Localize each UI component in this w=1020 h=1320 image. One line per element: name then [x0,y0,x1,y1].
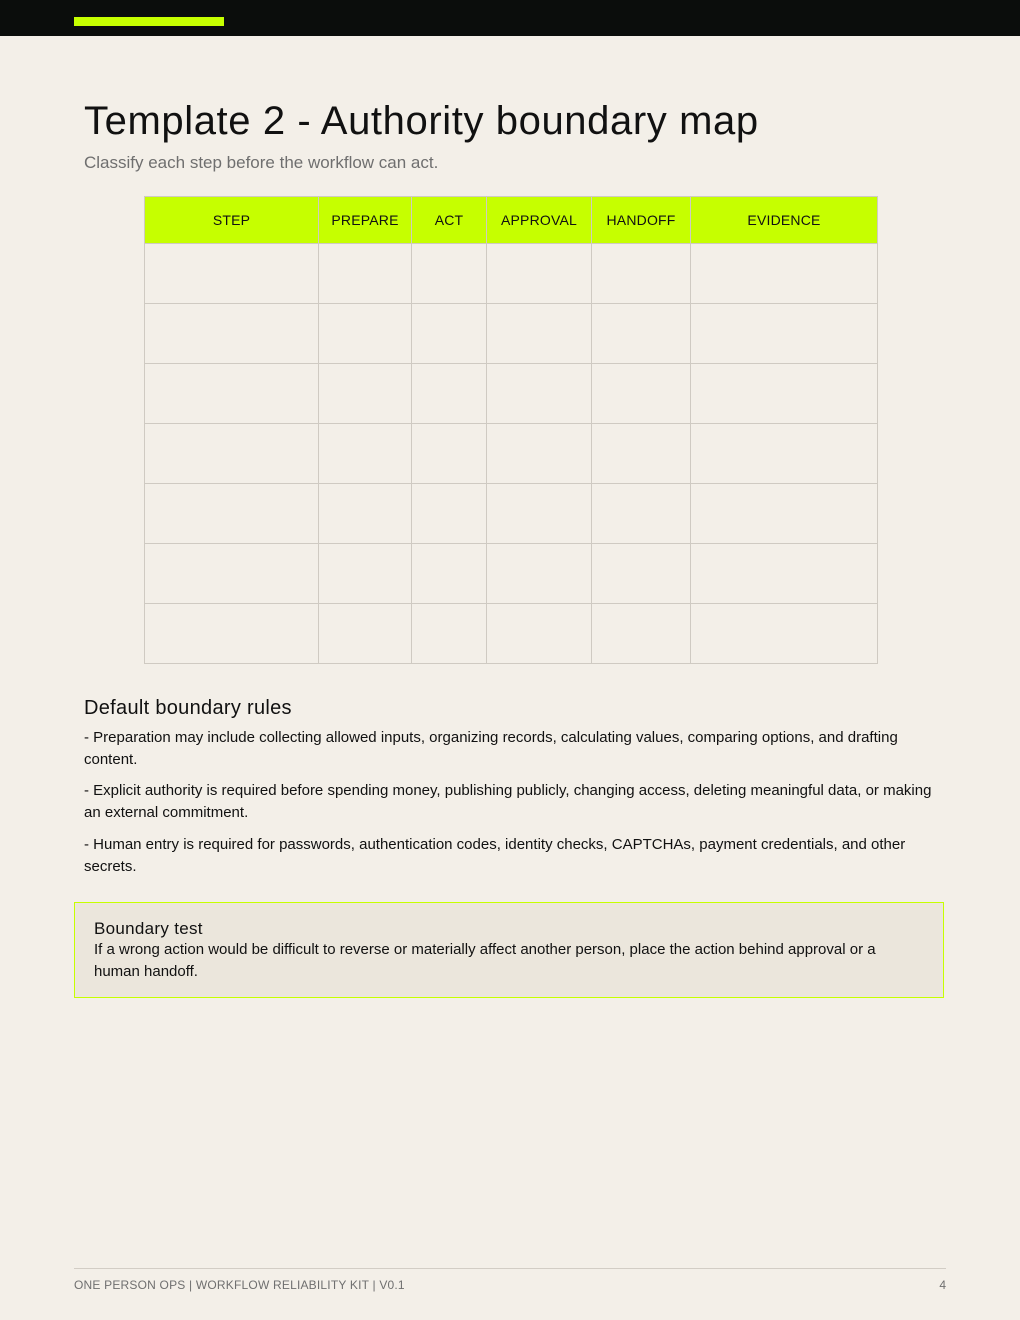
table-cell-handoff[interactable] [592,244,691,304]
table-cell-approval[interactable] [487,244,592,304]
table-cell-act[interactable] [412,484,487,544]
table-row [145,364,878,424]
table-cell-prepare[interactable] [319,604,412,664]
table-cell-step[interactable] [145,304,319,364]
column-header-prepare: PREPARE [319,197,412,244]
page-subtitle: Classify each step before the workflow can act. [84,153,439,172]
boundary-test-callout [74,902,944,998]
table-cell-evidence[interactable] [691,604,878,664]
table-cell-evidence[interactable] [691,424,878,484]
table-cell-approval[interactable] [487,304,592,364]
table-cell-prepare[interactable] [319,364,412,424]
table-cell-evidence[interactable] [691,304,878,364]
table-cell-step[interactable] [145,604,319,664]
table-body [145,244,878,664]
table-row [145,304,878,364]
table-cell-prepare[interactable] [319,424,412,484]
callout-title: Boundary test [94,919,203,938]
rules-heading: Default boundary rules [84,697,292,719]
table-cell-act[interactable] [412,244,487,304]
rule-explicit-authority: - Explicit authority is required before spending money, publishing publicly, changing access, deleting meaningful data, or making an external commitment. [84,782,932,821]
table-cell-step[interactable] [145,244,319,304]
column-header-approval: APPROVAL [487,197,592,244]
table-row [145,484,878,544]
table-row [145,244,878,304]
table-cell-act[interactable] [412,544,487,604]
column-header-handoff: HANDOFF [592,197,691,244]
table-cell-evidence[interactable] [691,244,878,304]
table-cell-handoff[interactable] [592,364,691,424]
footer-page-number: 4 [939,1278,946,1292]
table-cell-handoff[interactable] [592,484,691,544]
table-header-row [145,197,878,244]
rule-preparation: - Preparation may include collecting allowed inputs, organizing records, calculating values, comparing options, and drafting content. [84,729,898,768]
table-cell-step[interactable] [145,484,319,544]
table-cell-act[interactable] [412,364,487,424]
table-cell-handoff[interactable] [592,604,691,664]
page-title: Template 2 - Authority boundary map [84,99,759,143]
table-cell-act[interactable] [412,304,487,364]
accent-stripe [74,17,224,26]
table-cell-prepare[interactable] [319,484,412,544]
table-cell-step[interactable] [145,424,319,484]
authority-boundary-table [144,196,878,664]
table-cell-approval[interactable] [487,424,592,484]
table-cell-evidence[interactable] [691,544,878,604]
table-cell-evidence[interactable] [691,364,878,424]
table-cell-handoff[interactable] [592,544,691,604]
table-cell-prepare[interactable] [319,544,412,604]
column-header-act: ACT [412,197,487,244]
table-row [145,604,878,664]
rule-human-entry: - Human entry is required for passwords, authentication codes, identity checks, CAPTCHAs, payment credentials, and other secrets. [84,836,906,875]
table-cell-step[interactable] [145,364,319,424]
callout-body: If a wrong action would be difficult to reverse or materially affect another person, place the action behind approval or a human handoff. [94,941,876,980]
table-row [145,544,878,604]
table-row [145,424,878,484]
footer-document-label: ONE PERSON OPS | WORKFLOW RELIABILITY KIT | V0.1 [74,1278,405,1292]
column-header-evidence: EVIDENCE [691,197,878,244]
table-cell-approval[interactable] [487,364,592,424]
table-cell-prepare[interactable] [319,244,412,304]
table-cell-approval[interactable] [487,544,592,604]
table-cell-evidence[interactable] [691,484,878,544]
table-cell-approval[interactable] [487,484,592,544]
table-cell-act[interactable] [412,424,487,484]
column-header-step: STEP [145,197,319,244]
table-cell-handoff[interactable] [592,304,691,364]
table-cell-prepare[interactable] [319,304,412,364]
table-cell-handoff[interactable] [592,424,691,484]
table-cell-approval[interactable] [487,604,592,664]
table-cell-act[interactable] [412,604,487,664]
table-cell-step[interactable] [145,544,319,604]
footer-divider [74,1268,946,1269]
